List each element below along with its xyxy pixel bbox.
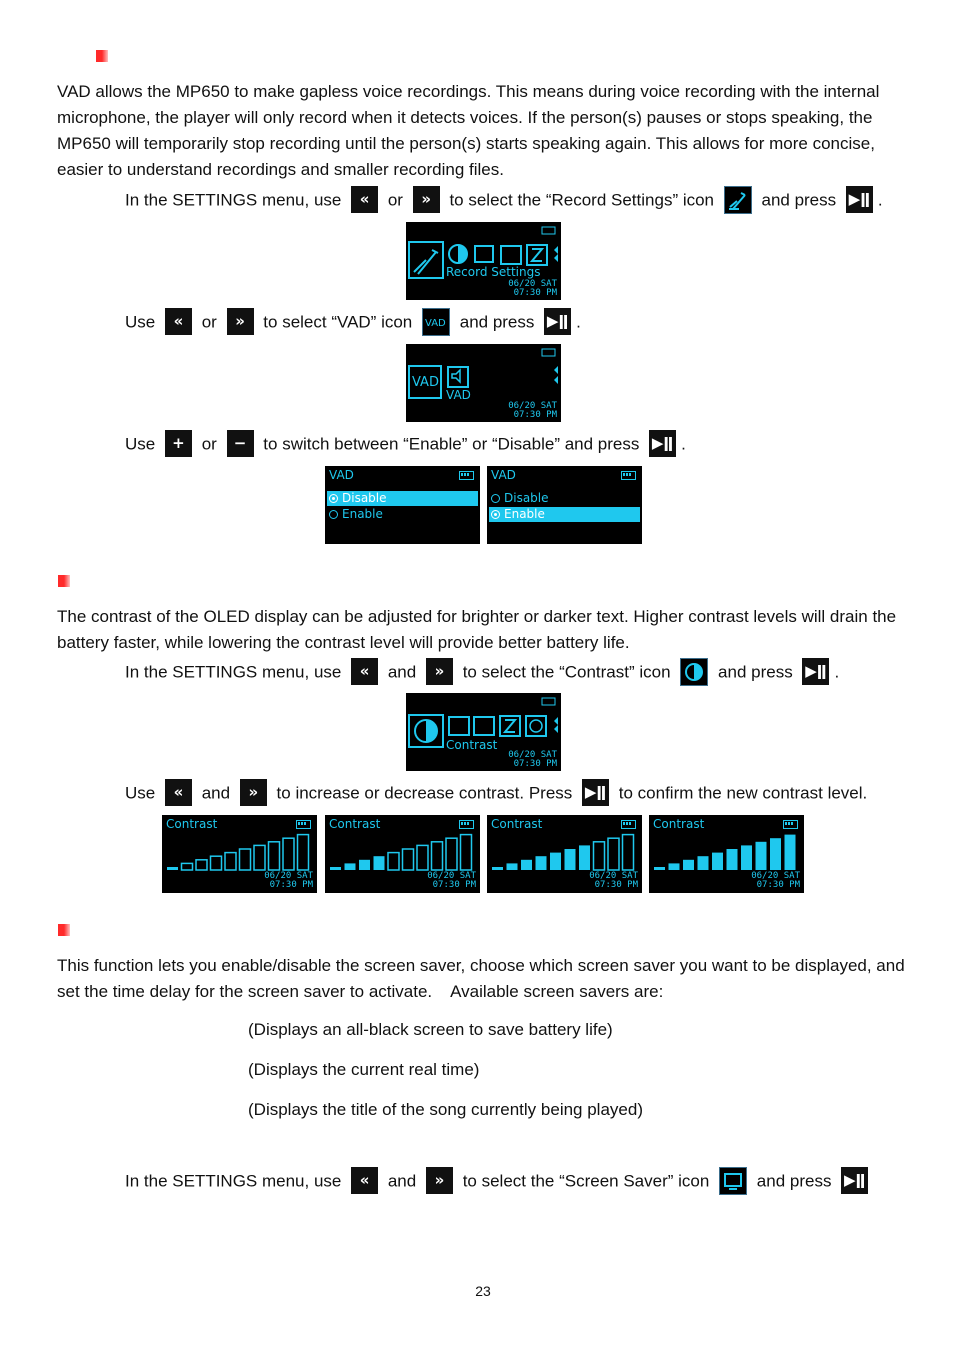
contrast-screen-title: Contrast <box>653 817 705 831</box>
radio-selected-icon <box>329 494 338 503</box>
contrast-level-bar <box>550 853 561 870</box>
rewind-key-icon: « <box>351 658 378 685</box>
vad-disable-screen <box>325 466 480 544</box>
section-bullet-screensaver <box>58 924 70 936</box>
vad-enable-screen <box>487 466 642 544</box>
screen-time: 07:30 PM <box>594 880 638 890</box>
option-enable: Enable <box>327 507 478 522</box>
vad-select-screen <box>406 344 561 422</box>
contrast-paragraph: The contrast of the OLED display can be adjusted for brighter or darker text. Higher contrast levels will drain the battery faster, while lowering the contrast level will provide better battery life. <box>57 607 897 652</box>
contrast-level-screen <box>487 815 642 893</box>
contrast-select-screen <box>406 693 561 771</box>
contrast-level-bar <box>785 835 796 870</box>
contrast-level-bar <box>623 835 634 870</box>
screensaver-step-1: In the SETTINGS menu, use « and » to select the “Screen Saver” icon and press ▶ǁ <box>125 1167 873 1195</box>
rewind-key-icon: « <box>351 1167 378 1194</box>
record-settings-screen <box>406 222 561 300</box>
contrast-level-bar <box>683 860 694 870</box>
screensaver-item-1: (Displays an all-black screen to save battery life) <box>248 1020 613 1039</box>
vad-step-1: In the SETTINGS menu, use « or » to select the “Record Settings” icon and press ▶ǁ . <box>125 186 883 214</box>
screen-date: 06/20 SAT <box>264 871 313 881</box>
screen-date: 06/20 SAT <box>427 871 476 881</box>
screen-date: 06/20 SAT <box>508 401 557 411</box>
contrast-level-bar <box>269 842 280 870</box>
battery-icon <box>621 471 636 480</box>
contrast-level-bar <box>594 842 605 870</box>
screen-time: 07:30 PM <box>269 880 313 890</box>
radio-empty-icon <box>329 510 338 519</box>
contrast-level-bar <box>669 863 680 870</box>
contrast-level-bar <box>521 860 532 870</box>
vad-icon-text: VAD <box>412 375 439 390</box>
section-bullet-vad <box>96 50 108 62</box>
vad-screen-title: VAD <box>329 468 354 482</box>
rewind-key-icon: « <box>165 308 192 335</box>
contrast-level-bar <box>536 856 547 870</box>
plus-key-icon: + <box>165 430 192 457</box>
screen-time: 07:30 PM <box>513 759 557 769</box>
contrast-level-bar <box>698 856 709 870</box>
contrast-level-bar <box>374 856 385 870</box>
contrast-level-bar <box>196 860 207 870</box>
section-bullet-contrast <box>58 575 70 587</box>
play-pause-key-icon: ▶ǁ <box>544 308 571 335</box>
contrast-level-bar <box>417 845 428 870</box>
contrast-level-bar <box>211 856 222 870</box>
forward-key-icon: » <box>240 779 267 806</box>
play-pause-key-icon: ▶ǁ <box>841 1167 868 1194</box>
contrast-screen-title: Contrast <box>491 817 543 831</box>
vad-icon <box>422 308 450 336</box>
option-enable: Enable <box>489 507 640 522</box>
play-pause-key-icon: ▶ǁ <box>649 430 676 457</box>
contrast-level-bar <box>345 863 356 870</box>
vad-screen-title: VAD <box>491 468 516 482</box>
screen-time: 07:30 PM <box>513 410 557 420</box>
contrast-level-bar <box>770 838 781 870</box>
contrast-level-bar <box>507 863 518 870</box>
contrast-level-screen <box>162 815 317 893</box>
contrast-level-bar <box>432 842 443 870</box>
contrast-level-bar <box>254 845 265 870</box>
option-disable: Disable <box>327 491 478 506</box>
minus-key-icon: − <box>227 430 254 457</box>
contrast-icon <box>680 658 708 686</box>
contrast-level-bar <box>579 845 590 870</box>
forward-key-icon: » <box>227 308 254 335</box>
contrast-level-bar <box>756 842 767 870</box>
screen-time: 07:30 PM <box>756 880 800 890</box>
contrast-level-bar <box>167 867 178 870</box>
svg-text:VAD: VAD <box>425 317 446 329</box>
play-pause-key-icon: ▶ǁ <box>802 658 829 685</box>
contrast-level-bar <box>403 849 414 870</box>
contrast-level-bar <box>654 867 665 870</box>
screen-saver-icon <box>719 1167 747 1195</box>
page-number: 23 <box>475 1283 491 1299</box>
rewind-key-icon: « <box>351 186 378 213</box>
contrast-level-bar <box>240 849 251 870</box>
forward-key-icon: » <box>426 658 453 685</box>
radio-empty-icon <box>491 494 500 503</box>
contrast-level-bar <box>712 853 723 870</box>
contrast-level-bar <box>741 845 752 870</box>
vad-paragraph: VAD allows the MP650 to make gapless voice recordings. This means during voice recording with the internal microphone, the player will only record when it detects voices. If the person(s) pauses or stops speaking, the MP650 will temporarily stop recording until the person(s) starts speaking again. This allows for more concise, easier to understand recordings and smaller recording files. <box>57 82 880 179</box>
vad-step-2: Use « or » to select “VAD” icon VAD and press ▶ǁ . <box>125 308 581 336</box>
contrast-level-bar <box>461 835 472 870</box>
contrast-level-bar <box>283 838 294 870</box>
contrast-level-bar <box>225 853 236 870</box>
record-settings-icon <box>724 186 752 214</box>
contrast-screen-title: Contrast <box>329 817 381 831</box>
forward-key-icon: » <box>413 186 440 213</box>
screensaver-item-3: (Displays the title of the song currently being played) <box>248 1100 643 1119</box>
contrast-level-bar <box>298 835 309 870</box>
contrast-screen-title: Contrast <box>166 817 218 831</box>
contrast-step-1: In the SETTINGS menu, use « and » to select the “Contrast” icon and press ▶ǁ . <box>125 658 839 686</box>
record-settings-label: Record Settings <box>446 265 541 279</box>
battery-icon <box>459 471 474 480</box>
forward-key-icon: » <box>426 1167 453 1194</box>
contrast-level-bar <box>492 867 503 870</box>
contrast-level-screen <box>325 815 480 893</box>
play-pause-key-icon: ▶ǁ <box>846 186 873 213</box>
screen-date: 06/20 SAT <box>589 871 638 881</box>
screen-date: 06/20 SAT <box>508 279 557 289</box>
contrast-level-bar <box>608 838 619 870</box>
screensaver-paragraph: This function lets you enable/disable the screen saver, choose which screen saver you want to be displayed, and set the time delay for the screen saver to activate. Available screen savers are: <box>57 956 910 1001</box>
screen-time: 07:30 PM <box>513 288 557 298</box>
contrast-level-screen <box>649 815 804 893</box>
radio-selected-icon <box>491 510 500 519</box>
option-disable: Disable <box>489 491 640 506</box>
screensaver-item-2: (Displays the current real time) <box>248 1060 480 1079</box>
contrast-level-bar <box>330 867 341 870</box>
vad-label: VAD <box>446 388 471 402</box>
contrast-step-2: Use « and » to increase or decrease contrast. Press ▶ǁ to confirm the new contrast level. <box>125 779 867 807</box>
contrast-level-bar <box>565 849 576 870</box>
screen-date: 06/20 SAT <box>751 871 800 881</box>
contrast-level-bar <box>388 853 399 870</box>
play-pause-key-icon: ▶ǁ <box>582 779 609 806</box>
contrast-level-bar <box>446 838 457 870</box>
contrast-label: Contrast <box>446 738 498 752</box>
rewind-key-icon: « <box>165 779 192 806</box>
screen-date: 06/20 SAT <box>508 750 557 760</box>
screen-time: 07:30 PM <box>432 880 476 890</box>
contrast-level-bar <box>727 849 738 870</box>
vad-step-3: Use + or − to switch between “Enable” or “Disable” and press ▶ǁ . <box>125 430 686 458</box>
contrast-level-bar <box>359 860 370 870</box>
contrast-level-bar <box>182 863 193 870</box>
